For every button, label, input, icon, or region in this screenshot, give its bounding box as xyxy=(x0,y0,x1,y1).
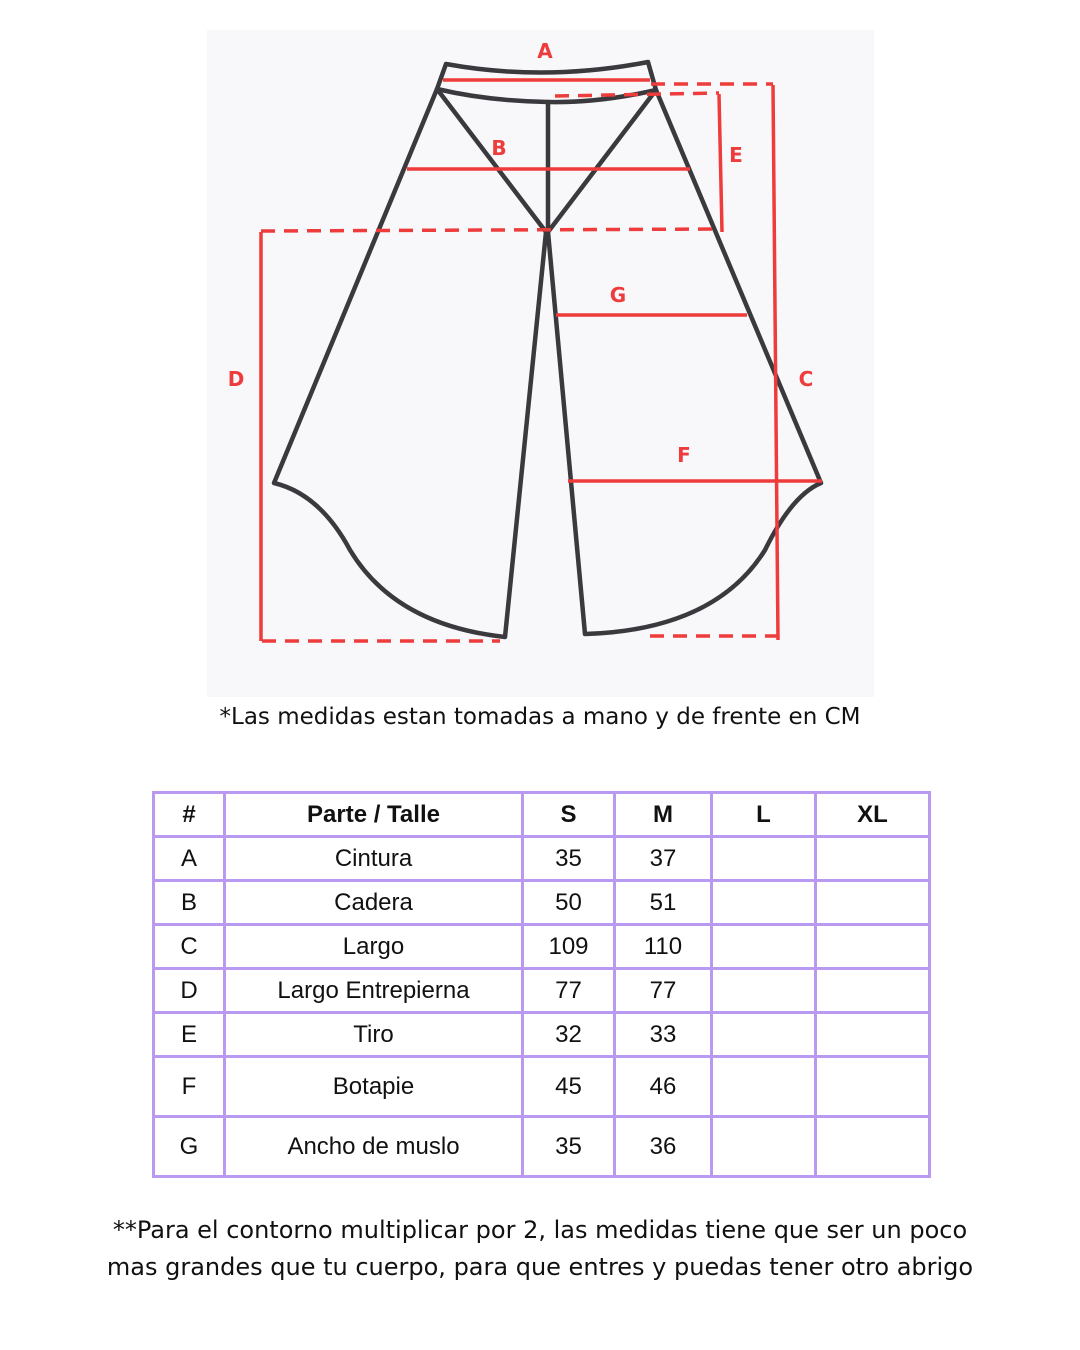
table-row xyxy=(154,1057,930,1117)
row-id: A xyxy=(154,837,225,881)
label-f: F xyxy=(677,443,691,467)
row-value-s: 109 xyxy=(523,925,615,969)
row-part: Cadera xyxy=(225,881,523,925)
measure-line-e xyxy=(719,94,722,232)
table-row xyxy=(154,881,930,925)
table-row xyxy=(154,837,930,881)
row-value-m: 110 xyxy=(615,925,712,969)
row-value-xl xyxy=(816,925,930,969)
header-size-l: L xyxy=(712,793,816,837)
label-b: B xyxy=(491,136,507,160)
row-value-l xyxy=(712,925,816,969)
table-header-row xyxy=(154,793,930,837)
label-g: G xyxy=(609,283,627,307)
table-row xyxy=(154,969,930,1013)
row-value-xl xyxy=(816,1013,930,1057)
contour-note-line-2: mas grandes que tu cuerpo, para que entres y puedas tener otro abrigo xyxy=(106,1253,974,1281)
row-part: Botapie xyxy=(225,1057,523,1117)
row-value-m: 37 xyxy=(615,837,712,881)
size-chart-table xyxy=(152,791,931,1178)
table-row xyxy=(154,1013,930,1057)
measurement-note: *Las medidas estan tomadas a mano y de frente en CM xyxy=(219,704,861,730)
row-id: C xyxy=(154,925,225,969)
row-value-m: 33 xyxy=(615,1013,712,1057)
pants-diagram-svg xyxy=(207,30,874,697)
header-number: # xyxy=(154,793,225,837)
row-value-l xyxy=(712,1057,816,1117)
contour-note-line-1: **Para el contorno multiplicar por 2, las medidas tiene que ser un poco xyxy=(112,1216,968,1244)
row-value-s: 35 xyxy=(523,1117,615,1177)
guide-crotch xyxy=(261,229,722,231)
label-c: C xyxy=(798,367,814,391)
row-id: D xyxy=(154,969,225,1013)
header-size-s: S xyxy=(523,793,615,837)
row-part: Cintura xyxy=(225,837,523,881)
left-leg-outline xyxy=(274,89,546,637)
row-part: Ancho de muslo xyxy=(225,1117,523,1177)
guide-rise-top xyxy=(555,93,719,96)
row-value-l xyxy=(712,969,816,1013)
row-value-m: 36 xyxy=(615,1117,712,1177)
row-id: E xyxy=(154,1013,225,1057)
row-value-s: 35 xyxy=(523,837,615,881)
row-value-s: 32 xyxy=(523,1013,615,1057)
header-size-xl: XL xyxy=(816,793,930,837)
row-part: Tiro xyxy=(225,1013,523,1057)
pants-measurement-diagram xyxy=(207,30,874,697)
row-value-xl xyxy=(816,837,930,881)
row-value-s: 77 xyxy=(523,969,615,1013)
contour-note xyxy=(0,1212,1080,1286)
label-d: D xyxy=(227,367,245,391)
row-part: Largo xyxy=(225,925,523,969)
row-value-s: 45 xyxy=(523,1057,615,1117)
right-leg-outline xyxy=(548,90,821,634)
row-value-xl xyxy=(816,881,930,925)
row-value-l xyxy=(712,1117,816,1177)
table-row xyxy=(154,1117,930,1177)
label-a: A xyxy=(537,39,553,63)
header-part-size: Parte / Talle xyxy=(225,793,523,837)
row-value-m: 46 xyxy=(615,1057,712,1117)
row-value-l xyxy=(712,881,816,925)
header-size-m: M xyxy=(615,793,712,837)
row-value-l xyxy=(712,837,816,881)
row-value-xl xyxy=(816,1057,930,1117)
row-value-xl xyxy=(816,1117,930,1177)
row-id: G xyxy=(154,1117,225,1177)
label-e: E xyxy=(729,143,743,167)
row-value-xl xyxy=(816,969,930,1013)
row-part: Largo Entrepierna xyxy=(225,969,523,1013)
measure-line-c xyxy=(773,85,778,640)
row-value-m: 51 xyxy=(615,881,712,925)
table-row xyxy=(154,925,930,969)
row-id: B xyxy=(154,881,225,925)
row-id: F xyxy=(154,1057,225,1117)
waistband-outline xyxy=(437,62,656,102)
row-value-s: 50 xyxy=(523,881,615,925)
row-value-l xyxy=(712,1013,816,1057)
row-value-m: 77 xyxy=(615,969,712,1013)
